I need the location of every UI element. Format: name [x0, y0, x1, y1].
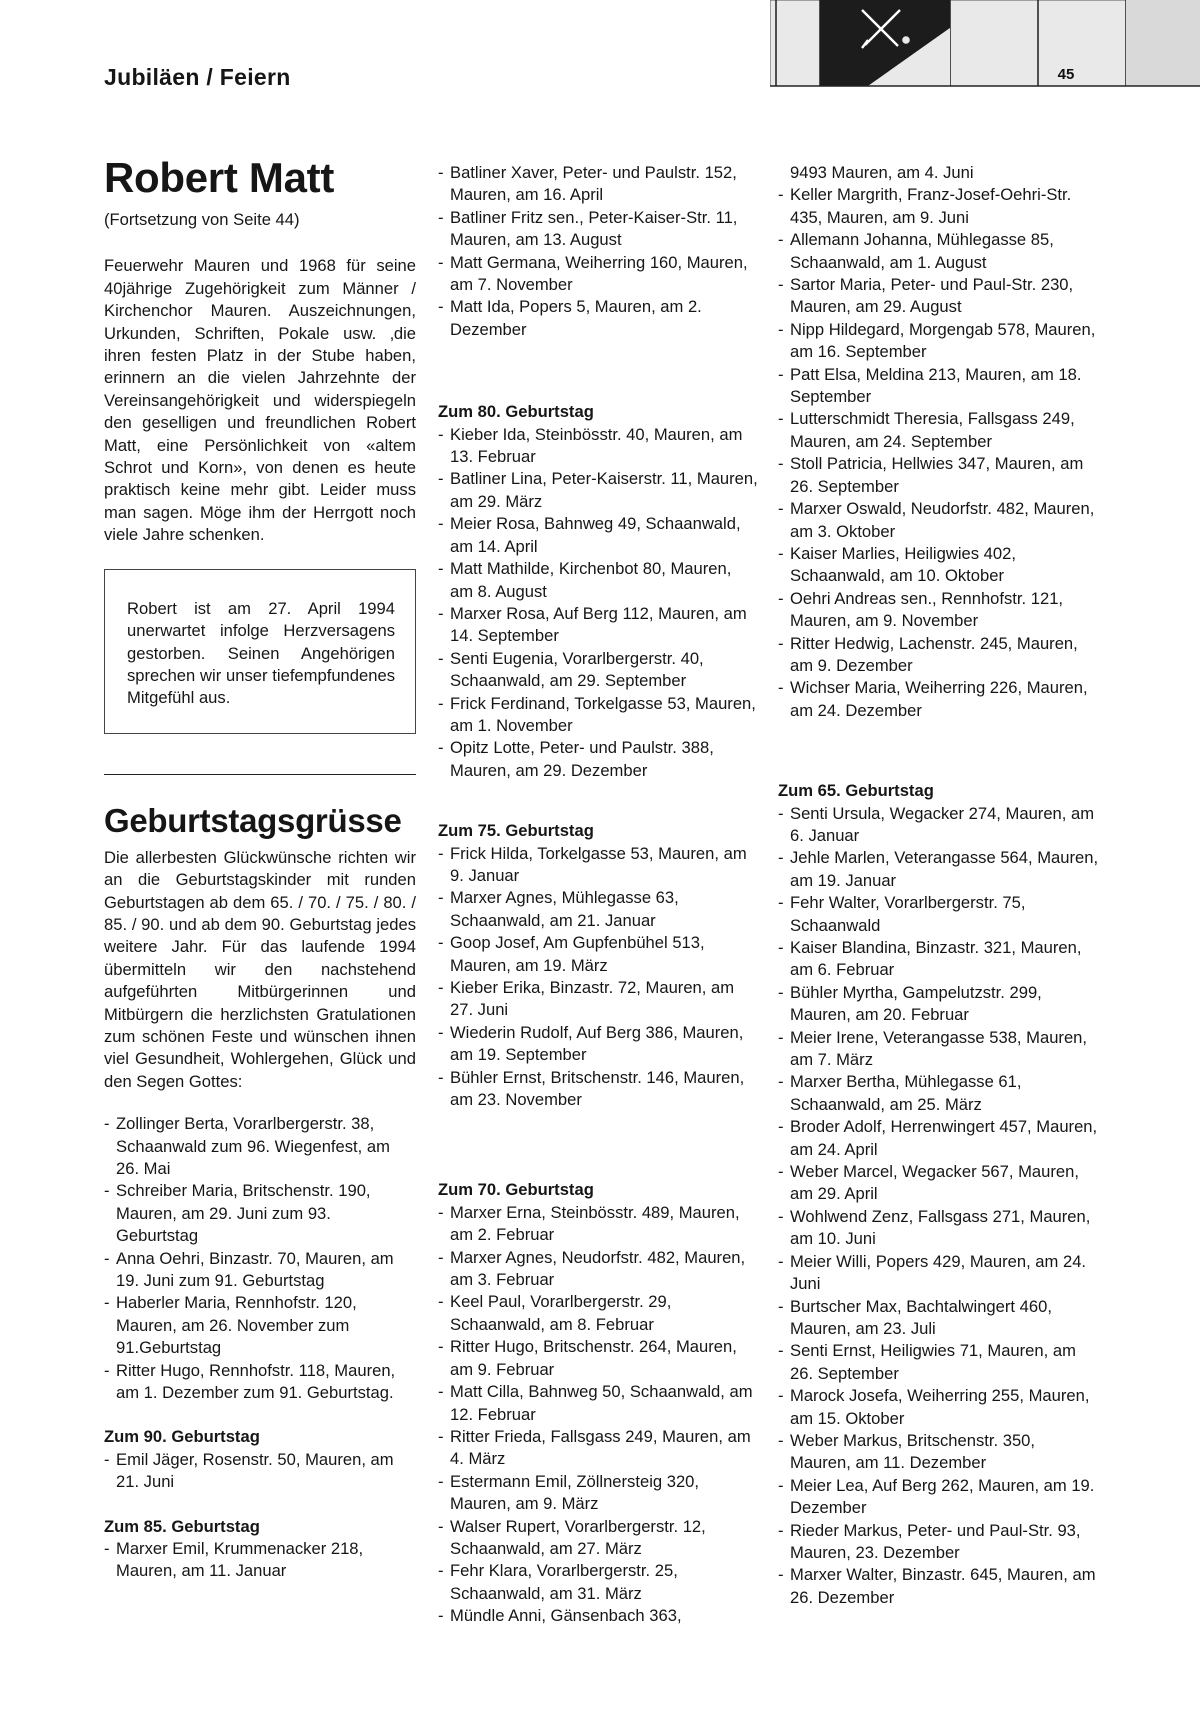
birthday-list-65: [778, 803, 1100, 1610]
group-heading-85: Zum 85. Geburtstag: [104, 1516, 260, 1536]
birthday-list-70: [438, 1202, 758, 1628]
article-title: Robert Matt: [104, 154, 335, 201]
list-item: - Bühler Myrtha, Gampelutzstr. 299, Mauren, am 20. Februar: [778, 982, 1100, 1027]
list-item: - Schreiber Maria, Britschenstr. 190, Mauren, am 29. Juni zum 93. Geburtstag: [104, 1180, 416, 1247]
list-item: - Frick Hilda, Torkelgasse 53, Mauren, am 9. Januar: [438, 843, 758, 888]
birthday-list-90: [104, 1449, 416, 1494]
list-item: - Marxer Bertha, Mühlegasse 61, Schaanwald, am 25. März: [778, 1071, 1100, 1116]
list-item: - Senti Ursula, Wegacker 274, Mauren, am 6. Januar: [778, 803, 1100, 848]
list-item: - Opitz Lotte, Peter- und Paulstr. 388, Mauren, am 29. Dezember: [438, 737, 758, 782]
list-item: - Matt Cilla, Bahnweg 50, Schaanwald, am 12. Februar: [438, 1381, 758, 1426]
group-heading-65: Zum 65. Geburtstag: [778, 781, 934, 801]
group-heading-90: Zum 90. Geburtstag: [104, 1427, 260, 1447]
list-item: - Batliner Lina, Peter-Kaiserstr. 11, Mauren, am 29. März: [438, 468, 758, 513]
list-item: - Stoll Patricia, Hellwies 347, Mauren, am 26. September: [778, 453, 1100, 498]
birthday-list-80: [438, 424, 758, 783]
list-item: - Weber Markus, Britschenstr. 350, Mauren, am 11. Dezember: [778, 1430, 1100, 1475]
list-item: - Marxer Erna, Steinbösstr. 489, Mauren, am 2. Februar: [438, 1202, 758, 1247]
list-item: - Marxer Oswald, Neudorfstr. 482, Mauren, am 3. Oktober: [778, 498, 1100, 543]
list-item: - Fehr Klara, Vorarlbergerstr. 25, Schaanwald, am 31. März: [438, 1560, 758, 1605]
list-item-continuation: 9493 Mauren, am 4. Juni: [790, 163, 974, 182]
list-item: - Meier Rosa, Bahnweg 49, Schaanwald, am 14. April: [438, 513, 758, 558]
list-item: - Anna Oehri, Binzastr. 70, Mauren, am 19. Juni zum 91. Geburtstag: [104, 1248, 416, 1293]
birthday-list-75: [438, 843, 758, 1112]
group-heading-80: Zum 80. Geburtstag: [438, 402, 594, 422]
list-item: - Sartor Maria, Peter- und Paul-Str. 230, Mauren, am 29. August: [778, 274, 1100, 319]
list-item: - Ritter Hugo, Britschenstr. 264, Mauren, am 9. Februar: [438, 1336, 758, 1381]
article-subtitle: (Fortsetzung von Seite 44): [104, 210, 300, 229]
list-item: - Marxer Walter, Binzastr. 645, Mauren, am 26. Dezember: [778, 1564, 1100, 1609]
obituary-notice-text: Robert ist am 27. April 1994 unerwartet infolge Herzversagens gestorben. Seinen Angehörigen sprechen wir unser tiefempfundenes Mitgefühl aus.: [127, 598, 395, 708]
list-item: - Fehr Walter, Vorarlbergerstr. 75, Schaanwald: [778, 892, 1100, 937]
list-item: - Matt Ida, Popers 5, Mauren, am 2. Dezember: [438, 296, 758, 341]
list-item: - Marock Josefa, Weiherring 255, Mauren, am 15. Oktober: [778, 1385, 1100, 1430]
group-heading-75: Zum 75. Geburtstag: [438, 821, 594, 841]
list-item: - Keel Paul, Vorarlbergerstr. 29, Schaanwald, am 8. Februar: [438, 1291, 758, 1336]
list-item: - Estermann Emil, Zöllnersteig 320, Mauren, am 9. März: [438, 1471, 758, 1516]
list-item: - Marxer Rosa, Auf Berg 112, Mauren, am 14. September: [438, 603, 758, 648]
list-item: - Nipp Hildegard, Morgengab 578, Mauren, am 16. September: [778, 319, 1100, 364]
list-item: - Kaiser Blandina, Binzastr. 321, Mauren, am 6. Februar: [778, 937, 1100, 982]
list-item: - Marxer Emil, Krummenacker 218, Mauren, am 11. Januar: [104, 1538, 416, 1583]
list-item: - Patt Elsa, Meldina 213, Mauren, am 18. September: [778, 364, 1100, 409]
list-item: - Batliner Fritz sen., Peter-Kaiser-Str. 11, Mauren, am 13. August: [438, 207, 758, 252]
birthday-list-85: [104, 1538, 416, 1583]
list-item: - Bühler Ernst, Britschenstr. 146, Mauren, am 23. November: [438, 1067, 758, 1112]
list-item: - Ritter Frieda, Fallsgass 249, Mauren, am 4. März: [438, 1426, 758, 1471]
list-item: - Wiederin Rudolf, Auf Berg 386, Mauren, am 19. September: [438, 1022, 758, 1067]
list-item: - Wichser Maria, Weiherring 226, Mauren, am 24. Dezember: [778, 677, 1100, 722]
list-item: - Zollinger Berta, Vorarlbergerstr. 38, Schaanwald zum 96. Wiegenfest, am 26. Mai: [104, 1113, 416, 1180]
list-item: - Jehle Marlen, Veterangasse 564, Mauren, am 19. Januar: [778, 847, 1100, 892]
column-right: [778, 162, 1100, 1609]
list-item: - Haberler Maria, Rennhofstr. 120, Mauren, am 26. November zum 91.Geburtstag: [104, 1292, 416, 1359]
list-item: - Frick Ferdinand, Torkelgasse 53, Mauren, am 1. November: [438, 693, 758, 738]
list-item: - Ritter Hugo, Rennhofstr. 118, Mauren, am 1. Dezember zum 91. Geburtstag.: [104, 1360, 416, 1405]
list-item: - Burtscher Max, Bachtalwingert 460, Mauren, am 23. Juli: [778, 1296, 1100, 1341]
birthday-list-85-continued: [438, 162, 758, 341]
list-item: - Weber Marcel, Wegacker 567, Mauren, am 29. April: [778, 1161, 1100, 1206]
column-middle: [438, 162, 758, 1628]
list-item: - Wohlwend Zenz, Fallsgass 271, Mauren, am 10. Juni: [778, 1206, 1100, 1251]
list-item: - Kieber Ida, Steinbösstr. 40, Mauren, am 13. Februar: [438, 424, 758, 469]
list-item: - Kaiser Marlies, Heiligwies 402, Schaanwald, am 10. Oktober: [778, 543, 1100, 588]
group-heading-70: Zum 70. Geburtstag: [438, 1180, 594, 1200]
birthday-list-70-continued: [778, 184, 1100, 722]
birthdays-title: Geburtstagsgrüsse: [104, 801, 402, 839]
section-divider: [104, 774, 416, 775]
article-body: Feuerwehr Mauren und 1968 für seine 40jährige Zugehörigkeit zum Männer / Kirchenchor Mauren. Auszeichnungen, Urkunden, Schriften, Pokale usw. ‚die ihren festen Platz in der Stube haben, erinnern an die vielen Jahrzehnte der Vereinsangehörigkeit und widerspiegeln den geselligen und freundlichen Robert Matt, eine Persönlichkeit von «altem Schrot und Korn», von denen es heute praktisch keine mehr gibt. Leider muss man sagen. Möge ihm der Herrgott noch viele Jahre schenken.: [104, 256, 416, 545]
list-item: - Allemann Johanna, Mühlegasse 85, Schaanwald, am 1. August: [778, 229, 1100, 274]
list-item: - Matt Germana, Weiherring 160, Mauren, am 7. November: [438, 252, 758, 297]
list-item: - Keller Margrith, Franz-Josef-Oehri-Str. 435, Mauren, am 9. Juni: [778, 184, 1100, 229]
list-item: - Ritter Hedwig, Lachenstr. 245, Mauren, am 9. Dezember: [778, 633, 1100, 678]
obituary-notice-box: [104, 569, 416, 734]
list-item: - Meier Irene, Veterangasse 538, Mauren, am 7. März: [778, 1027, 1100, 1072]
list-item: - Meier Willi, Popers 429, Mauren, am 24. Juni: [778, 1251, 1100, 1296]
page-tab-graphic: [770, 0, 1200, 90]
list-item: - Oehri Andreas sen., Rennhofstr. 121, Mauren, am 9. November: [778, 588, 1100, 633]
list-item: - Broder Adolf, Herrenwingert 457, Mauren, am 24. April: [778, 1116, 1100, 1161]
page-number: 45: [1057, 66, 1075, 83]
list-item: - Senti Eugenia, Vorarlbergerstr. 40, Schaanwald, am 29. September: [438, 648, 758, 693]
list-item: - Meier Lea, Auf Berg 262, Mauren, am 19. Dezember: [778, 1475, 1100, 1520]
list-item: - Mündle Anni, Gänsenbach 363,: [438, 1605, 758, 1627]
birthdays-intro: Die allerbesten Glückwünsche richten wir an die Geburtstagskinder mit runden Geburtstagen ab dem 65. / 70. / 75. / 80. / 85. / 90. und ab dem 90. Geburtstag jedes weitere Jahr. Für das laufende 1994 übermitteln wir den nachstehend aufgeführten Mitbürgerinnen und Mitbürgern die herzlichsten Gratulationen zum schönen Feste und wünschen ihnen viel Gesundheit, Wohlergehen, Glück und den Segen Gottes:: [104, 847, 416, 1091]
list-item: - Goop Josef, Am Gupfenbühel 513, Mauren, am 19. März: [438, 932, 758, 977]
special-birthday-list: [104, 1113, 416, 1404]
list-item: - Emil Jäger, Rosenstr. 50, Mauren, am 21. Juni: [104, 1449, 416, 1494]
section-title: Jubiläen / Feiern: [104, 64, 291, 90]
list-item: - Marxer Agnes, Mühlegasse 63, Schaanwald, am 21. Januar: [438, 887, 758, 932]
list-item: - Kieber Erika, Binzastr. 72, Mauren, am 27. Juni: [438, 977, 758, 1022]
list-item: - Batliner Xaver, Peter- und Paulstr. 152, Mauren, am 16. April: [438, 162, 758, 207]
list-item: - Rieder Markus, Peter- und Paul-Str. 93, Mauren, 23. Dezember: [778, 1520, 1100, 1565]
list-item: - Walser Rupert, Vorarlbergerstr. 12, Schaanwald, am 27. März: [438, 1516, 758, 1561]
list-item: - Marxer Agnes, Neudorfstr. 482, Mauren, am 3. Februar: [438, 1247, 758, 1292]
list-item: - Senti Ernst, Heiligwies 71, Mauren, am 26. September: [778, 1340, 1100, 1385]
list-item: - Lutterschmidt Theresia, Fallsgass 249, Mauren, am 24. September: [778, 408, 1100, 453]
column-left: [104, 155, 416, 1583]
list-item: - Matt Mathilde, Kirchenbot 80, Mauren, am 8. August: [438, 558, 758, 603]
